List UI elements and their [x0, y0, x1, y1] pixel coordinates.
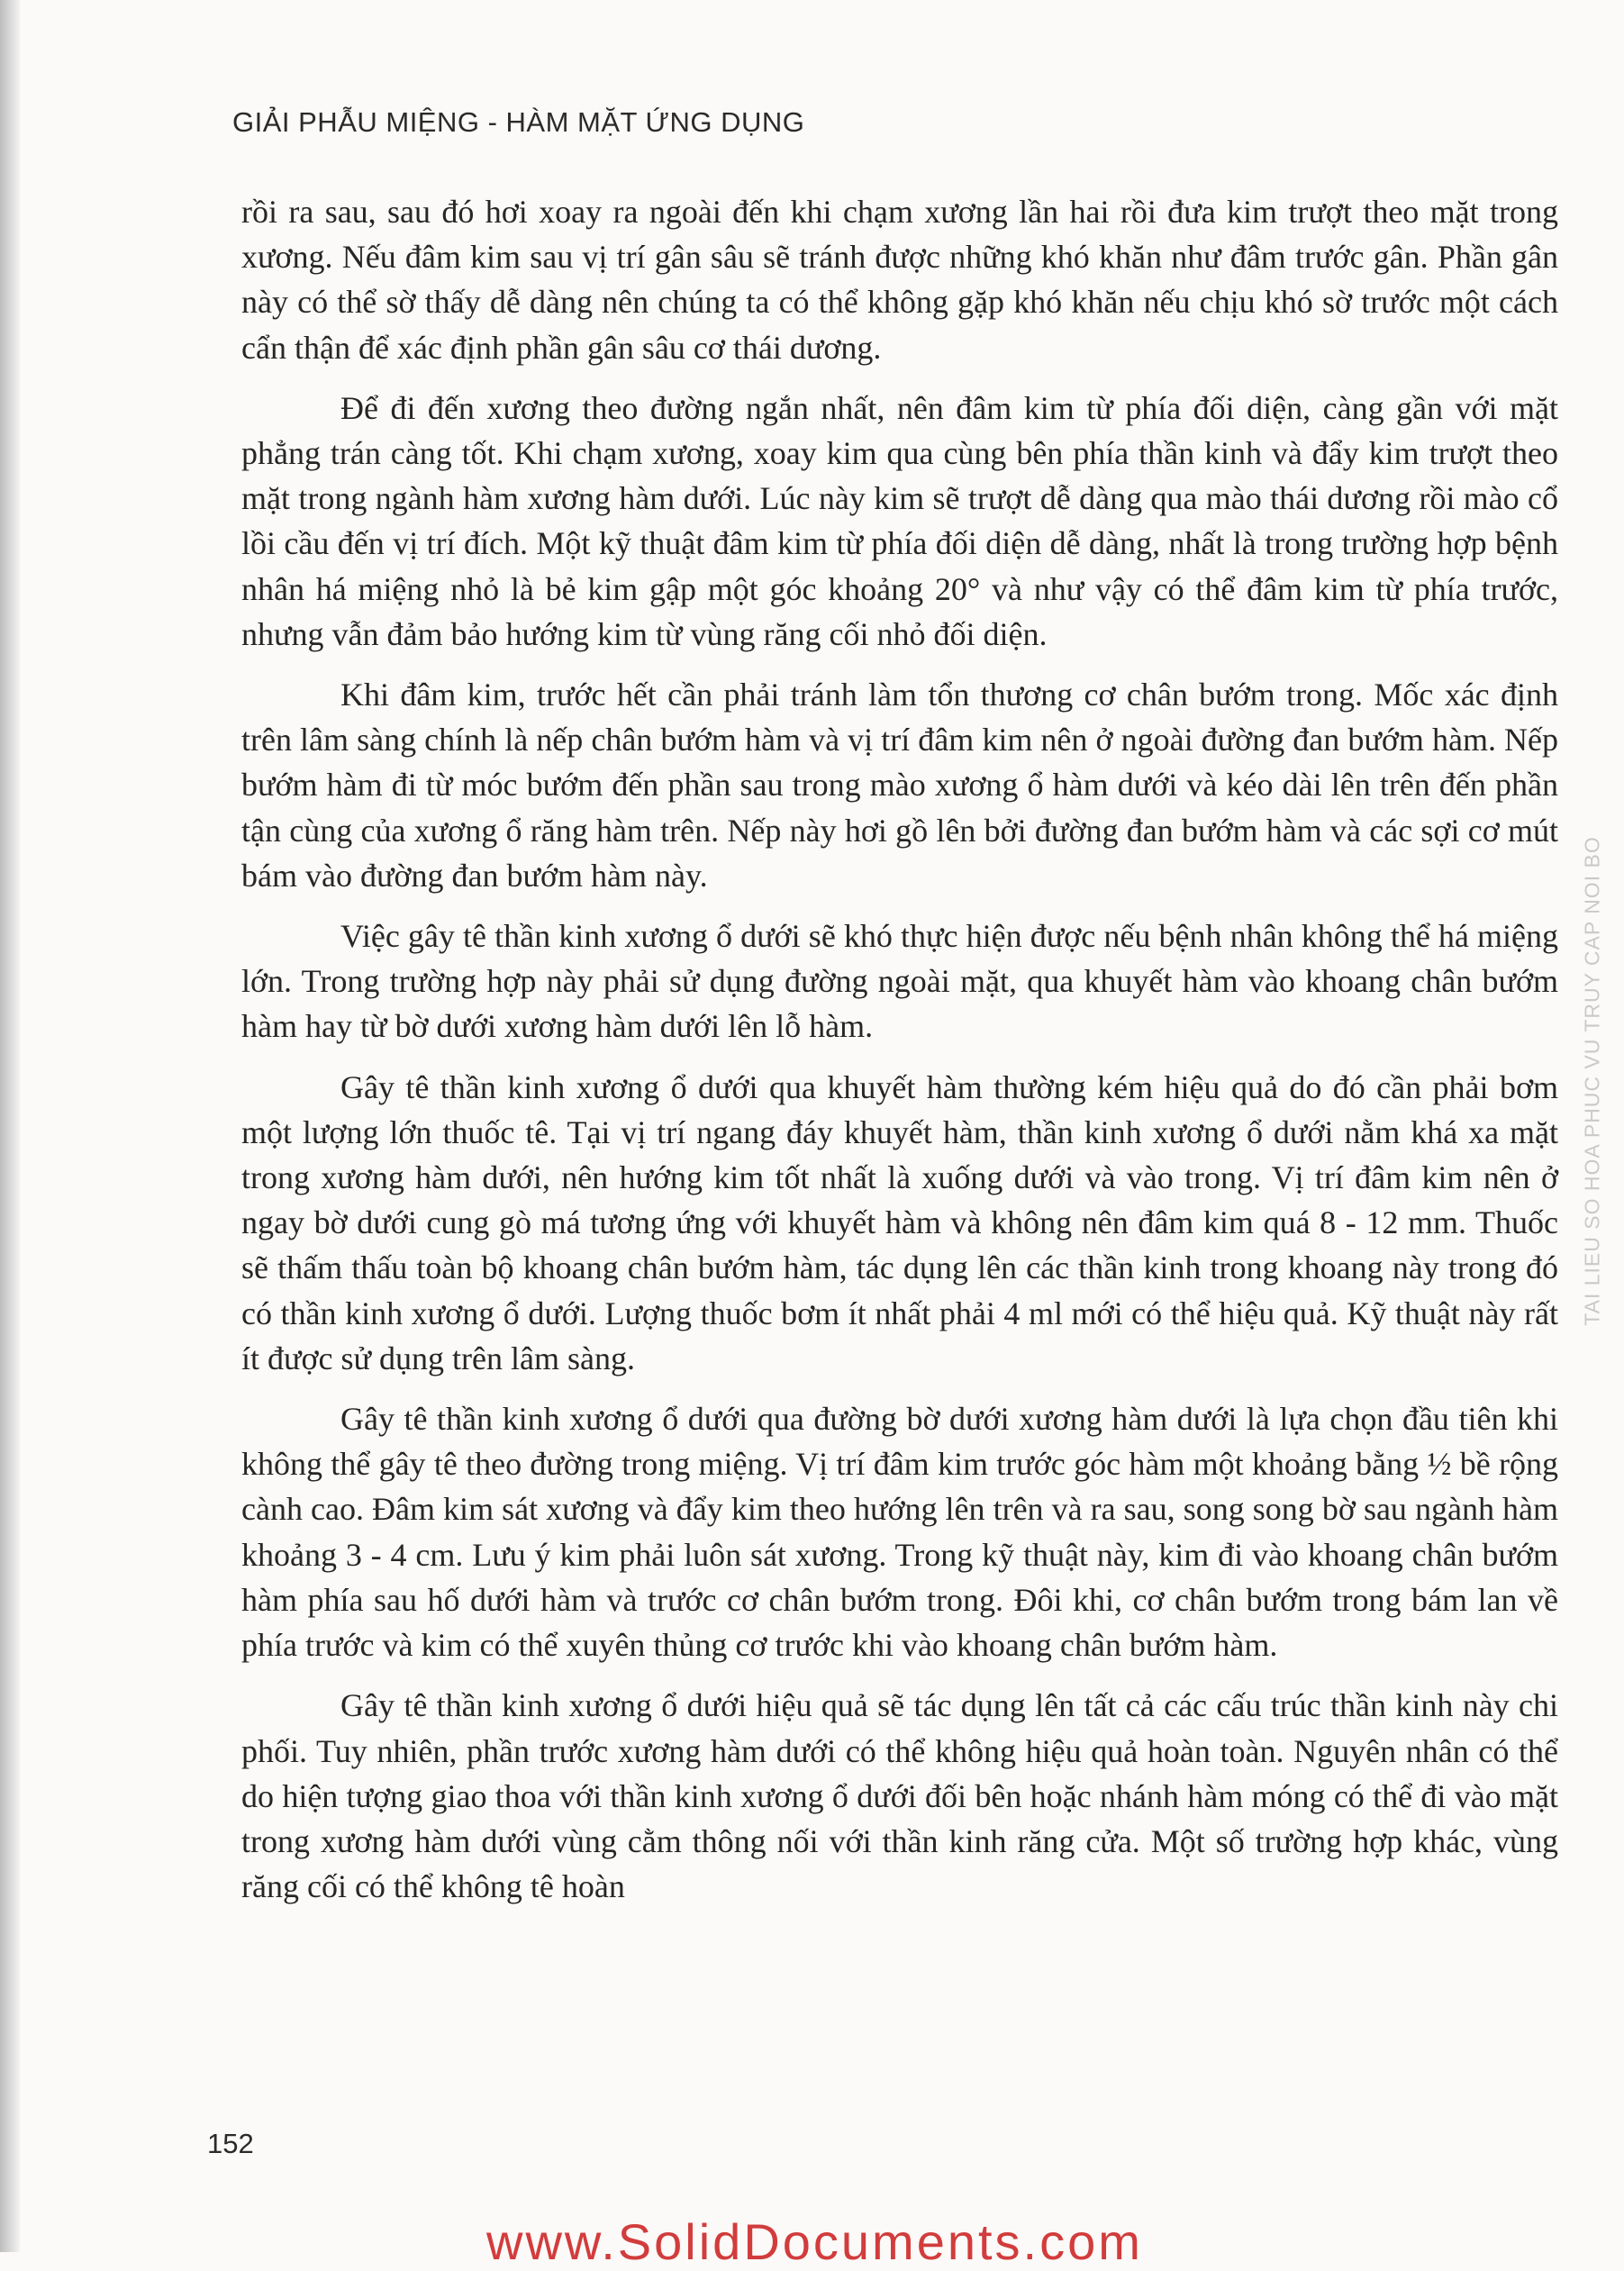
body-text	[241, 189, 1558, 1924]
paragraph-6: Gây tê thần kinh xương ổ dưới qua đường bờ dưới xương hàm dưới là lựa chọn đầu tiên khi không thể gây tê theo đường trong miệng. Vị trí đâm kim trước góc hàm một khoảng bằng ½ bề rộng cành cao. Đâm kim sát xương và đẩy kim theo hướng lên trên và ra sau, song song bờ sau ngành hàm khoảng 3 - 4 cm. Lưu ý kim phải luôn sát xương. Trong kỹ thuật này, kim đi vào khoang chân bướm hàm phía sau hố dưới hàm và trước cơ chân bướm trong. Đôi khi, cơ chân bướm trong bám lan về phía trước và kim có thể xuyên thủng cơ trước khi vào khoang chân bướm hàm.	[241, 1401, 1558, 1664]
paragraph-5: Gây tê thần kinh xương ổ dưới qua khuyết hàm thường kém hiệu quả do đó cần phải bơm một lượng lớn thuốc tê. Tại vị trí ngang đáy khuyết hàm, thần kinh xương ổ dưới nằm khá xa mặt trong xương hàm dưới, nên hướng kim tốt nhất là xuống dưới và vào trong. Vị trí đâm kim nên ở ngay bờ dưới cung gò má tương ứng với khuyết hàm và không nên đâm kim quá 8 - 12 mm. Thuốc sẽ thấm thấu toàn bộ khoang chân bướm hàm, tác dụng lên các thần kinh trong khoang này trong đó có thần kinh xương ổ dưới. Lượng thuốc bơm ít nhất phải 4 ml mới có thể hiệu quả. Kỹ thuật này rất ít được sử dụng trên lâm sàng.	[241, 1068, 1558, 1376]
footer-watermark: www.SolidDocuments.com	[486, 2213, 1143, 2270]
paragraph-4: Việc gây tê thần kinh xương ổ dưới sẽ khó thực hiện được nếu bệnh nhân không thể há miệng lớn. Trong trường hợp này phải sử dụng đường ngoài mặt, qua khuyết hàm vào khoang chân bướm hàm hay từ bờ dưới xương hàm dưới lên lỗ hàm.	[241, 918, 1558, 1045]
side-watermark: TAI LIEU SO HOA PHUC VU TRUY CAP NOI BO	[1580, 836, 1604, 1326]
paragraph-7: Gây tê thần kinh xương ổ dưới hiệu quả sẽ tác dụng lên tất cả các cấu trúc thần kinh này chi phối. Tuy nhiên, phần trước xương hàm dưới có thể không hiệu quả hoàn toàn. Nguyên nhân có thể do hiện tượng giao thoa với thần kinh xương ổ dưới đối bên hoặc nhánh hàm móng có thể đi vào mặt trong xương hàm dưới vùng cằm thông nối với thần kinh răng cửa. Một số trường hợp khác, vùng răng cối có thể không tê hoàn	[241, 1687, 1558, 1905]
paragraph-3: Khi đâm kim, trước hết cần phải tránh làm tổn thương cơ chân bướm trong. Mốc xác định trên lâm sàng chính là nếp chân bướm hàm và vị trí đâm kim nên ở ngoài đường đan bướm hàm. Nếp bướm hàm đi từ móc bướm đến phần sau trong mào xương ổ hàm dưới và kéo dài lên trên đến phần tận cùng của xương ổ răng hàm trên. Nếp này hơi gồ lên bởi đường đan bướm hàm và các sợi cơ mút bám vào đường đan bướm hàm này.	[241, 677, 1558, 894]
page-edge-shadow	[0, 0, 20, 2252]
paragraph-1: rồi ra sau, sau đó hơi xoay ra ngoài đến khi chạm xương lần hai rồi đưa kim trượt theo mặt trong xương. Nếu đâm kim sau vị trí gân sâu sẽ tránh được những khó khăn như đâm trước gân. Phần gân này có thể sờ thấy dễ dàng nên chúng ta có thể không gặp khó khăn nếu chịu khó sờ trước một cách cẩn thận để xác định phần gân sâu cơ thái dương.	[241, 194, 1558, 366]
page-number: 152	[207, 2128, 254, 2159]
running-header: GIẢI PHẪU MIỆNG - HÀM MẶT ỨNG DỤNG	[232, 106, 805, 138]
paragraph-2: Để đi đến xương theo đường ngắn nhất, nên đâm kim từ phía đối diện, càng gần với mặt phẳng trán càng tốt. Khi chạm xương, xoay kim qua cùng bên phía thần kinh và đẩy kim trượt theo mặt trong ngành hàm xương hàm dưới. Lúc này kim sẽ trượt dễ dàng qua mào thái dương rồi mào cổ lồi cầu đến vị trí đích. Một kỹ thuật đâm kim từ phía đối diện dễ dàng, nhất là trong trường hợp bệnh nhân há miệng nhỏ là bẻ kim gập một góc khoảng 20° và như vậy có thể đâm kim từ phía trước, nhưng vẫn đảm bảo hướng kim từ vùng răng cối nhỏ đối diện.	[241, 389, 1558, 652]
